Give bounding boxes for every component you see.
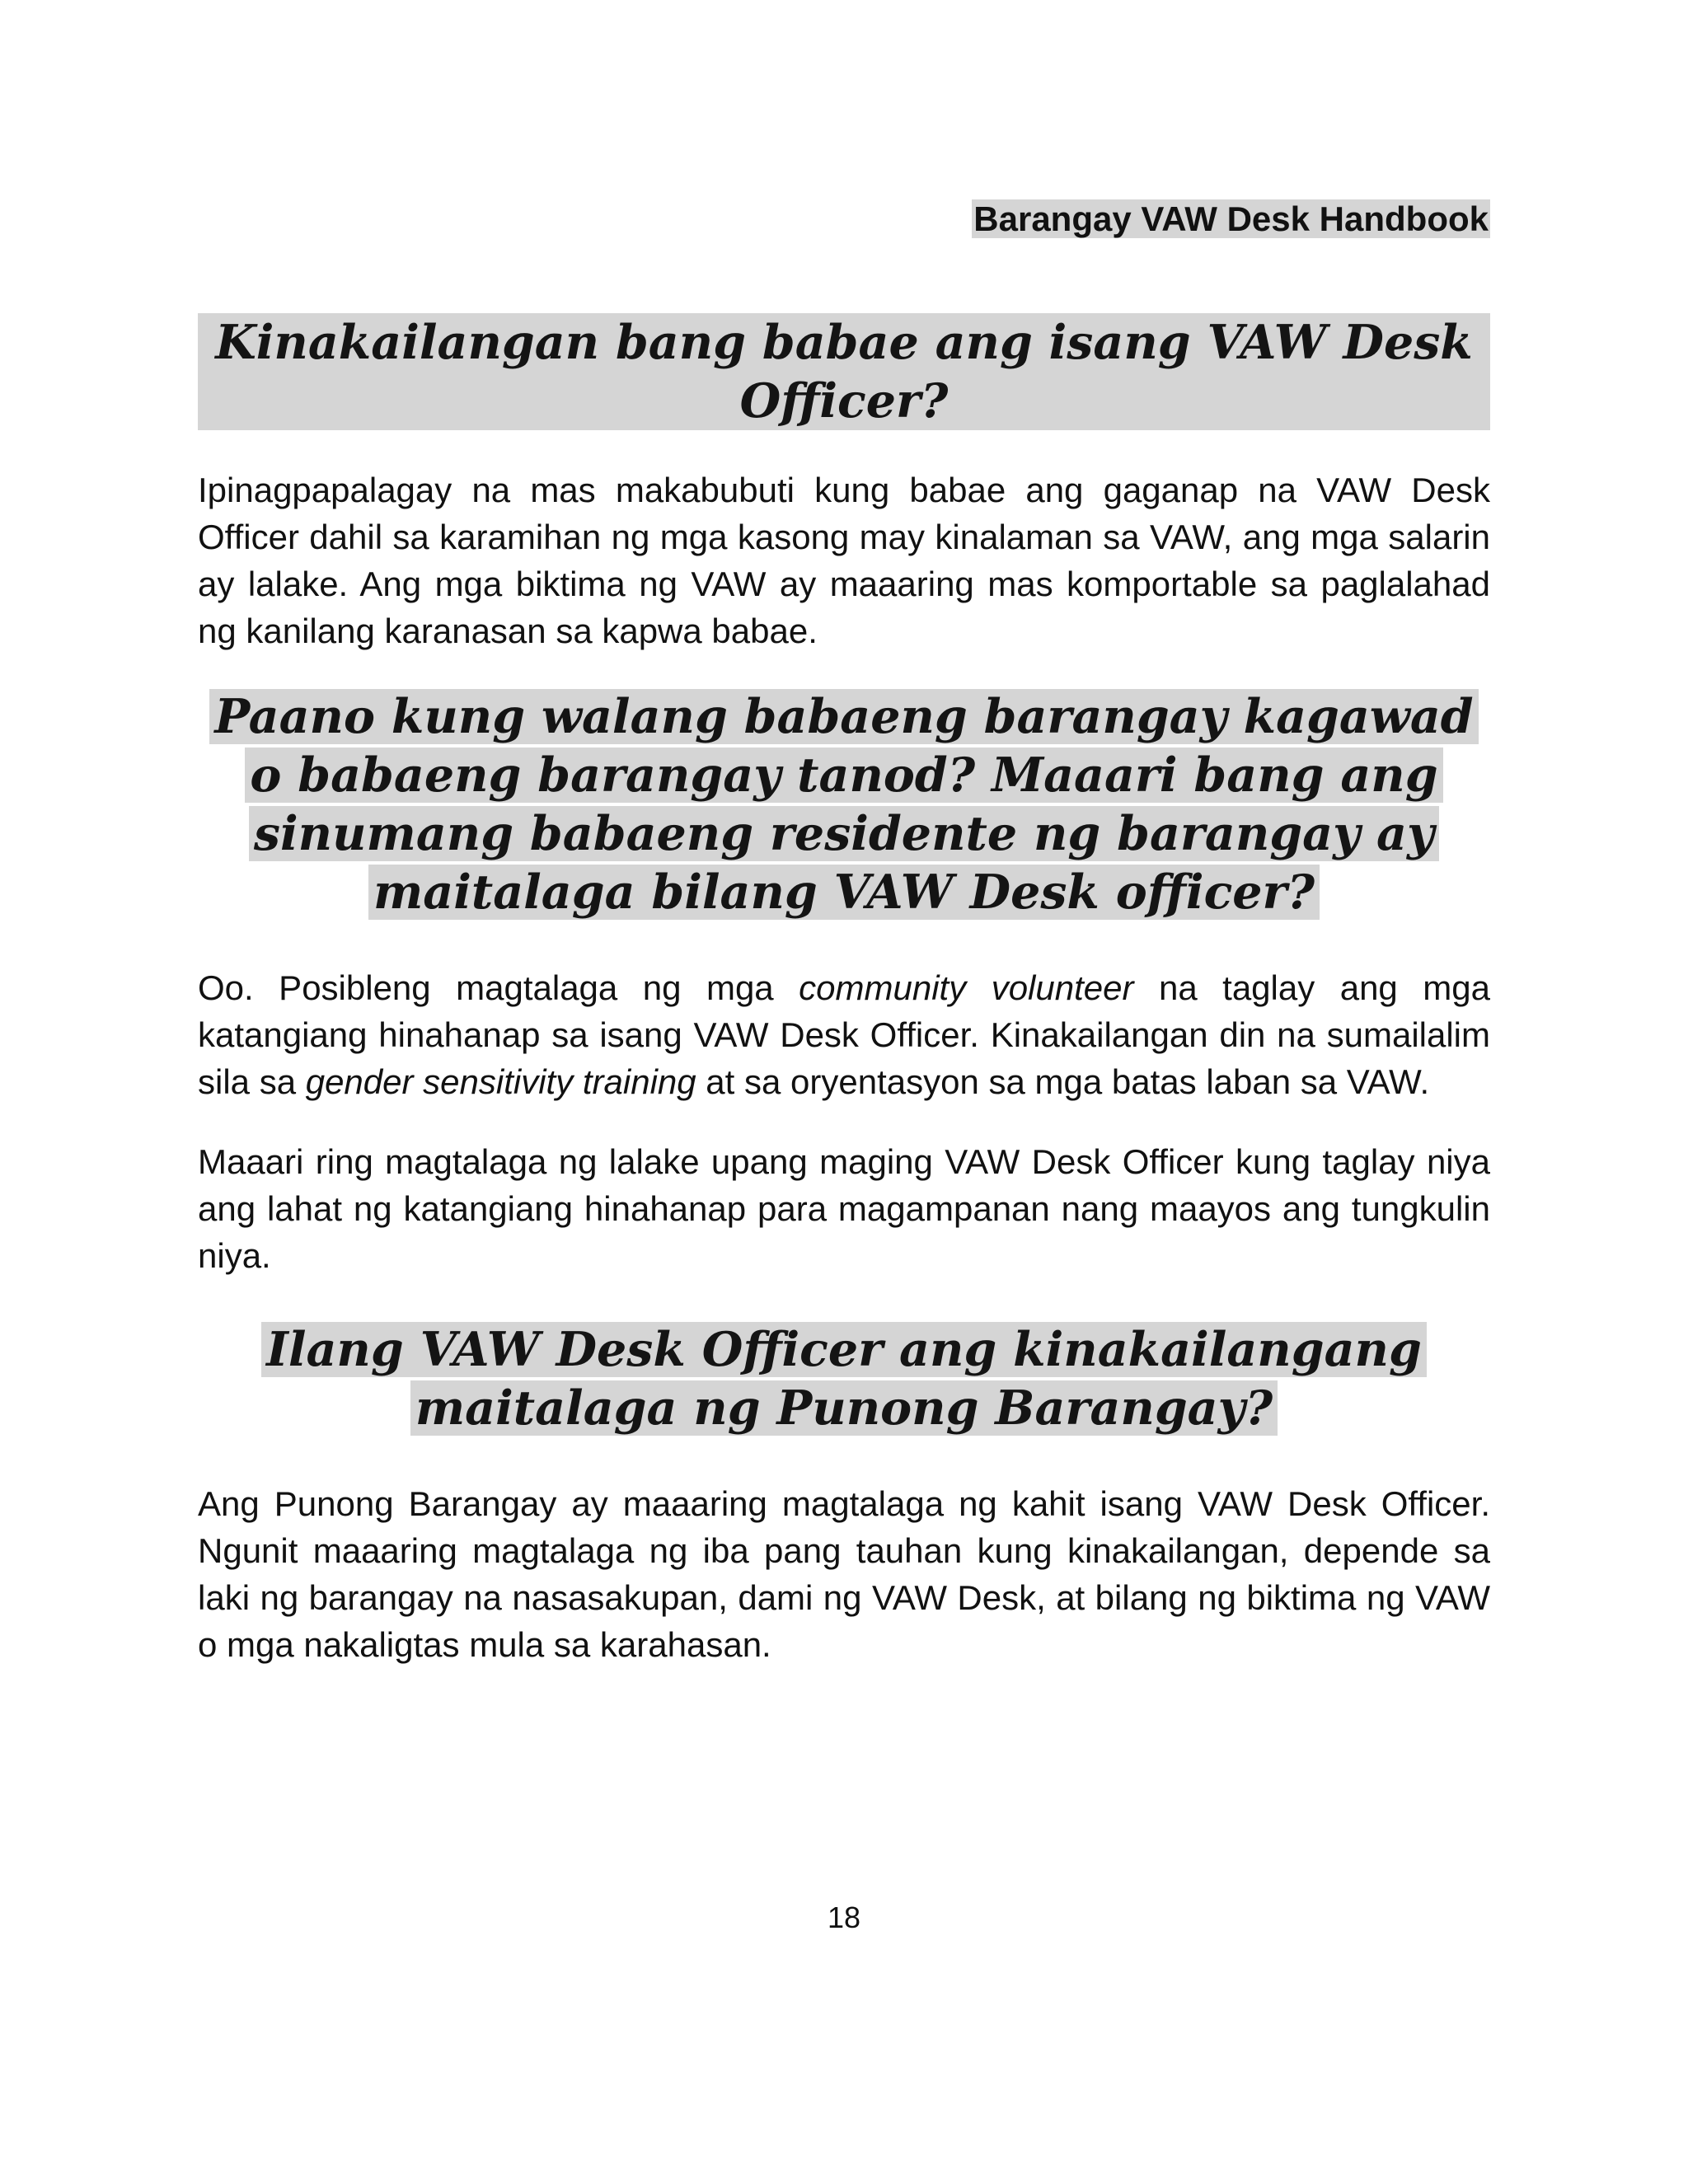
question-heading-2-text: Paano kung walang babaeng barangay kagawad o babaeng barangay tanod? Maaari bang ang sinumang babaeng residente ng barangay ay maitalaga bilang VAW Desk officer? <box>209 689 1478 920</box>
answer-paragraph-2-part-2: na taglay ang mga katangiang hinahanap sa isang VAW Desk Officer. Kinakailangan din na sumailalim sila sa <box>198 968 1490 1101</box>
question-heading-3 <box>198 1320 1490 1437</box>
spacer <box>198 1105 1490 1138</box>
spacer <box>198 654 1490 687</box>
spacer <box>198 1437 1490 1480</box>
emphasis-gender-sensitivity-training: gender sensitivity training <box>305 1062 696 1101</box>
question-heading-2 <box>198 687 1490 921</box>
spacer <box>198 430 1490 466</box>
page-number: 18 <box>827 1900 861 1934</box>
answer-paragraph-2-part-1: Oo. Posibleng magtalaga ng mga <box>198 968 799 1007</box>
spacer <box>198 921 1490 964</box>
question-heading-1-text: Kinakailangan bang babae ang isang VAW Desk Officer? <box>215 315 1473 429</box>
answer-paragraph-1: Ipinagpapalagay na mas makabubuti kung babae ang gaganap na VAW Desk Officer dahil sa karamihan ng mga kasong may kinalaman sa VAW, ang mga salarin ay lalake. Ang mga biktima ng VAW ay maaaring mas komportable sa paglalahad ng kanilang karanasan sa kapwa babae. <box>198 471 1490 650</box>
running-header-text: Barangay VAW Desk Handbook <box>973 199 1489 238</box>
running-header <box>972 194 1490 244</box>
question-heading-3-text: Ilang VAW Desk Officer ang kinakailangang maitalaga ng Punong Barangay? <box>261 1322 1427 1436</box>
question-heading-1 <box>198 313 1490 430</box>
answer-paragraph-2 <box>198 964 1490 1105</box>
answer-paragraph-4: Ang Punong Barangay ay maaaring magtalaga ng kahit isang VAW Desk Officer. Ngunit maaaring magtalaga ng iba pang tauhan kung kinakailangan, depende sa laki ng barangay na nasasakupan, dami ng VAW Desk, at bilang ng biktima ng VAW o mga nakaligtas mula sa karahasan. <box>198 1484 1490 1664</box>
emphasis-community-volunteer: community volunteer <box>799 968 1134 1007</box>
spacer <box>198 1279 1490 1320</box>
page-body <box>198 313 1490 1668</box>
answer-paragraph-3: Maaari ring magtalaga ng lalake upang maging VAW Desk Officer kung taglay niya ang lahat ng katangiang hinahanap para magampanan nang maayos ang tungkulin niya. <box>198 1142 1490 1275</box>
answer-paragraph-2-part-3: at sa oryentasyon sa mga batas laban sa VAW. <box>696 1062 1430 1101</box>
